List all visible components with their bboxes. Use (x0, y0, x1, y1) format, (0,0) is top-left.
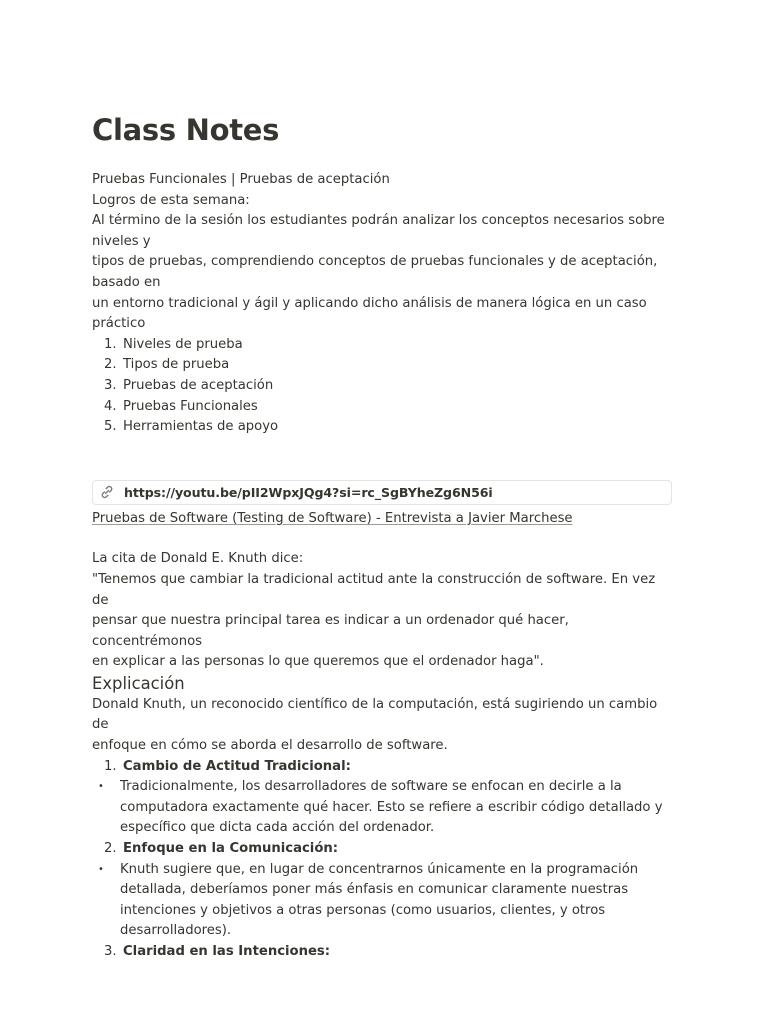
page-title: Class Notes (92, 113, 280, 147)
list-number: 2. (104, 841, 117, 857)
intro-line: Logros de esta semana: (92, 192, 250, 208)
intro-line: Al término de la sesión los estudiantes podrán analizar los conceptos necesarios sobre (92, 213, 665, 229)
bookmark-url[interactable]: https://youtu.be/pII2WpxJQg4?si=rc_SgBYheZg6N56i (124, 484, 493, 500)
spacer (92, 529, 672, 549)
link-icon (99, 484, 115, 500)
list-item (92, 376, 672, 397)
bullet-line: desarrolladores). (120, 923, 232, 939)
bullet-line: Knuth sugiere que, en lugar de concentrarnos únicamente en la programación (120, 861, 639, 877)
numbered-point (92, 942, 672, 963)
bookmark-block[interactable] (92, 480, 672, 505)
point-title: Enfoque en la Comunicación: (123, 841, 339, 857)
numbered-point (92, 839, 672, 860)
list-number: 5. (104, 419, 117, 435)
intro-line: tipos de pruebas, comprendiendo conceptos de pruebas funcionales y de aceptación, (92, 254, 658, 270)
list-number: 1. (104, 336, 117, 352)
list-item (92, 355, 672, 376)
quote-line: en explicar a las personas lo que queremos que el ordenador haga". (92, 654, 544, 670)
list-item (92, 335, 672, 356)
list-number: 2. (104, 357, 117, 373)
bullet-item (92, 860, 672, 942)
quote-intro: La cita de Donald E. Knuth dice: (92, 551, 304, 567)
list-number: 3. (104, 944, 117, 959)
video-link[interactable]: Pruebas de Software (Testing de Software) - Entrevista a Javier Marchese (92, 510, 573, 526)
list-item-label: Pruebas Funcionales (123, 398, 258, 414)
bullet-icon: • (98, 863, 104, 875)
bullet-line: Tradicionalmente, los desarrolladores de software se enfocan en decirle a la (120, 779, 622, 795)
notes-page (92, 110, 672, 963)
numbered-point (92, 757, 672, 778)
point-title: Claridad en las Intenciones: (123, 944, 331, 959)
bullet-line: detallada, deberíamos poner más énfasis en comunicar claramente nuestras (120, 882, 629, 898)
section-heading: Explicación (92, 673, 185, 693)
spacer (92, 438, 672, 480)
intro-line: basado en (92, 274, 161, 290)
list-number: 1. (104, 758, 117, 774)
list-item-label: Pruebas de aceptación (123, 377, 274, 393)
list-item (92, 417, 672, 438)
explanation-line: enfoque en cómo se aborda el desarrollo de software. (92, 738, 448, 754)
intro-line: Pruebas Funcionales | Pruebas de aceptación (92, 172, 390, 187)
intro-block (92, 170, 672, 335)
bullet-item (92, 777, 672, 839)
bullet-line: intenciones y objetivos a otras personas (como usuarios, clientes, y otros (120, 902, 606, 918)
list-number: 3. (104, 377, 117, 393)
list-item-label: Tipos de prueba (123, 357, 230, 373)
list-number: 4. (104, 398, 117, 414)
bullet-icon: • (98, 781, 104, 793)
point-title: Cambio de Actitud Tradicional: (123, 758, 351, 774)
intro-line: niveles y (92, 233, 151, 249)
intro-line: práctico (92, 316, 146, 332)
quote-line: "Tenemos que cambiar la tradicional actitud ante la construcción de software. En vez de (92, 571, 656, 608)
quote-line: pensar que nuestra principal tarea es indicar a un ordenador qué hacer, concentrémonos (92, 613, 569, 649)
list-item-label: Herramientas de apoyo (123, 419, 279, 435)
bullet-line: específico que dicta cada acción del ordenador. (120, 820, 435, 836)
list-item-label: Niveles de prueba (123, 336, 243, 352)
list-item (92, 397, 672, 418)
quote-block (92, 570, 672, 673)
explanation-line: Donald Knuth, un reconocido científico de la computación, está sugiriendo un cambio de (92, 696, 658, 733)
topics-list (92, 335, 672, 438)
intro-line: un entorno tradicional y ágil y aplicando dicho análisis de manera lógica en un caso (92, 295, 647, 311)
bullet-line: computadora exactamente qué hacer. Esto se refiere a escribir código detallado y (120, 799, 663, 815)
